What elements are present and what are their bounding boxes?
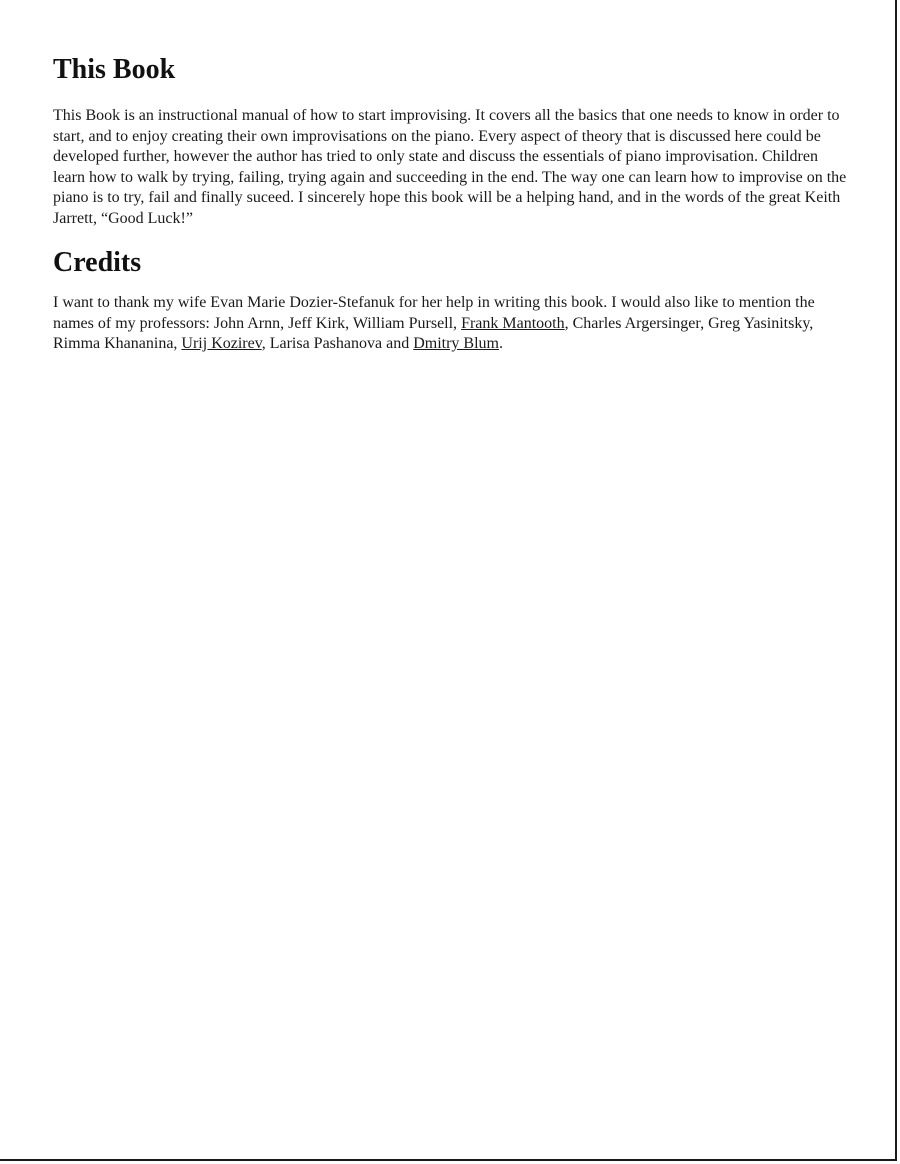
- this-book-paragraph: This Book is an instructional manual of how to start improvising. It covers all the basics that one needs to know in order to start, and to enjoy creating their own improvisations on the piano. Every aspect of theory that is discussed here could be developed further, however the author has tried to only state and discuss the essentials of piano improvisation. Children learn how to walk by trying, failing, trying again and succeeding in the end. The way one can learn how to improvise on the piano is to try, fail and finally suceed. I sincerely hope this book will be a helping hand, and in the words of the great Keith Jarrett, “Good Luck!”: [53, 107, 847, 227]
- credits-text-3: , Larisa Pashanova and: [261, 335, 414, 352]
- dmitry-blum-link[interactable]: Dmitry Blum: [413, 335, 499, 352]
- credits-paragraph: [53, 293, 853, 355]
- document-content: [53, 52, 853, 355]
- urij-kozirev-link[interactable]: Urij Kozirev: [181, 335, 262, 352]
- this-book-heading: This Book: [53, 54, 176, 85]
- credits-text-1: I want to thank my wife Evan Marie Dozier-Stefanuk for her help in writing this book. I would also like to mention the names of my professors: John Arnn, Jeff Kirk, William Pursell,: [53, 294, 815, 332]
- credits-text-4: .: [498, 335, 503, 352]
- credits-text-2: , Charles Argersinger, Greg Yasinitsky, Rimma Khananina,: [53, 314, 814, 352]
- credits-heading: Credits: [53, 247, 142, 278]
- frank-mantooth-link[interactable]: Frank Mantooth: [461, 314, 565, 332]
